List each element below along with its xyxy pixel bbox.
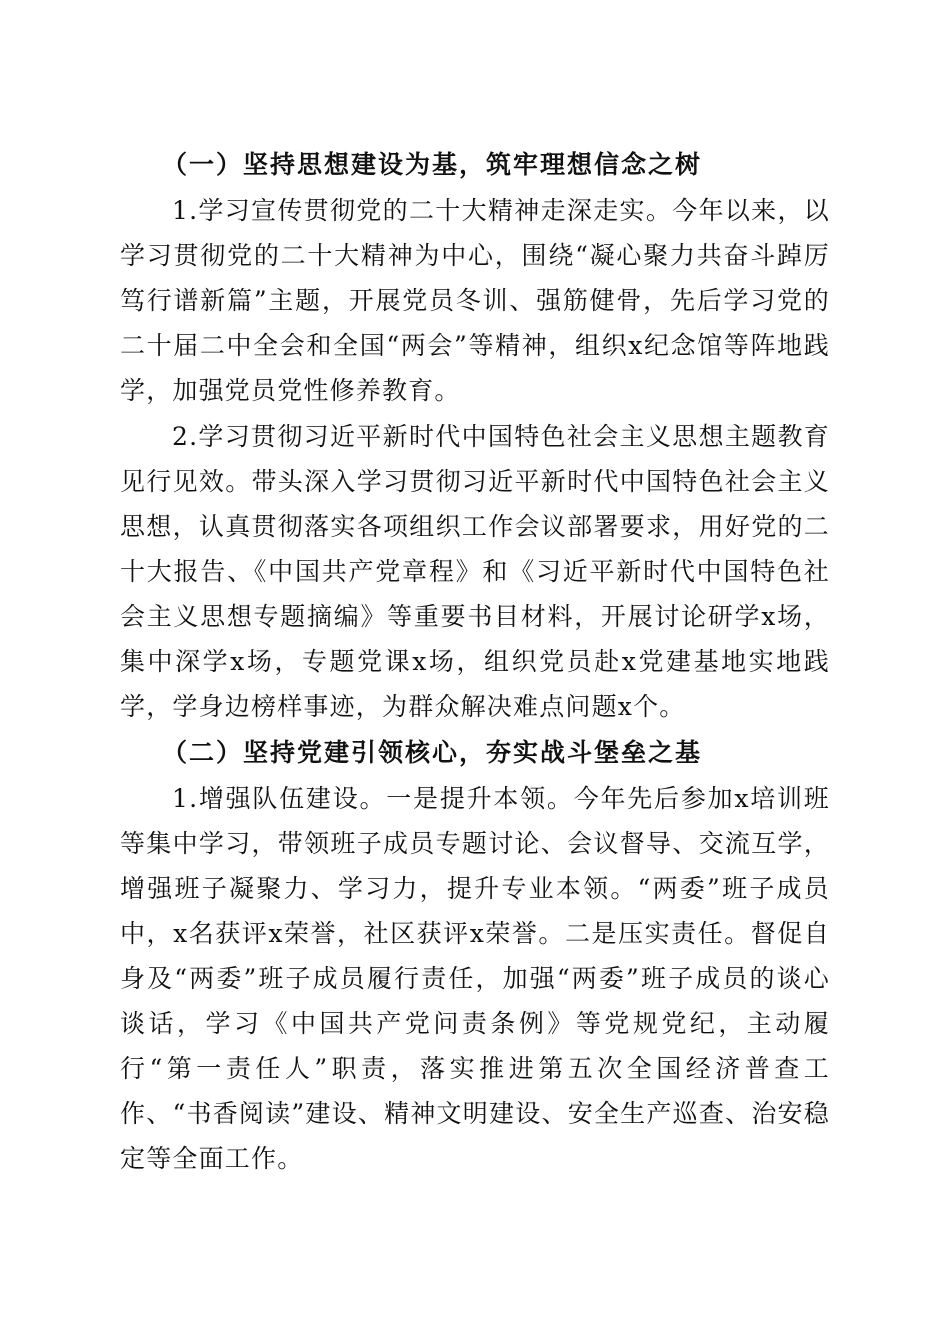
section-1-paragraph-2: 2.学习贯彻习近平新时代中国特色社会主义思想主题教育见行见效。带头深入学习贯彻习近平新时代中国特色社会主义思想，认真贯彻落实各项组织工作会议部署要求，用好党的二十大报告、《中国共产党章程》和《习近平新时代中国特色社会主义思想专题摘编》等重要书目材料，开展讨论研学x场，集中深学x场，专题党课x场，组织党员赴x党建基地实地践学，学身边榜样事迹，为群众解决难点问题x个。	[120, 422, 830, 721]
section-1-paragraph-1: 1.学习宣传贯彻党的二十大精神走深走实。今年以来，以学习贯彻党的二十大精神为中心，围绕“凝心聚力共奋斗踔厉笃行谱新篇”主题，开展党员冬训、强筋健骨，先后学习党的二十届二中全会和全国“两会”等精神，组织x纪念馆等阵地践学，加强党员党性修养教育。	[120, 196, 830, 405]
section-heading-1: （一）坚持思想建设为基，筑牢理想信念之树	[162, 150, 703, 179]
document-body	[120, 142, 830, 1182]
section-2-paragraph-1: 1.增强队伍建设。一是提升本领。今年先后参加x培训班等集中学习，带领班子成员专题讨论、会议督导、交流互学，增强班子凝聚力、学习力，提升专业本领。“两委”班子成员中，x名获评x荣誉，社区获评x荣誉。二是压实责任。督促自身及“两委”班子成员履行责任，加强“两委”班子成员的谈心谈话，学习《中国共产党问责条例》等党规党纪，主动履行“第一责任人”职责，落实推进第五次全国经济普查工作、“书香阅读”建设、精神文明建设、安全生产巡查、治安稳定等全面工作。	[120, 784, 830, 1173]
section-heading-2: （二）坚持党建引领核心，夯实战斗堡垒之基	[162, 738, 703, 767]
